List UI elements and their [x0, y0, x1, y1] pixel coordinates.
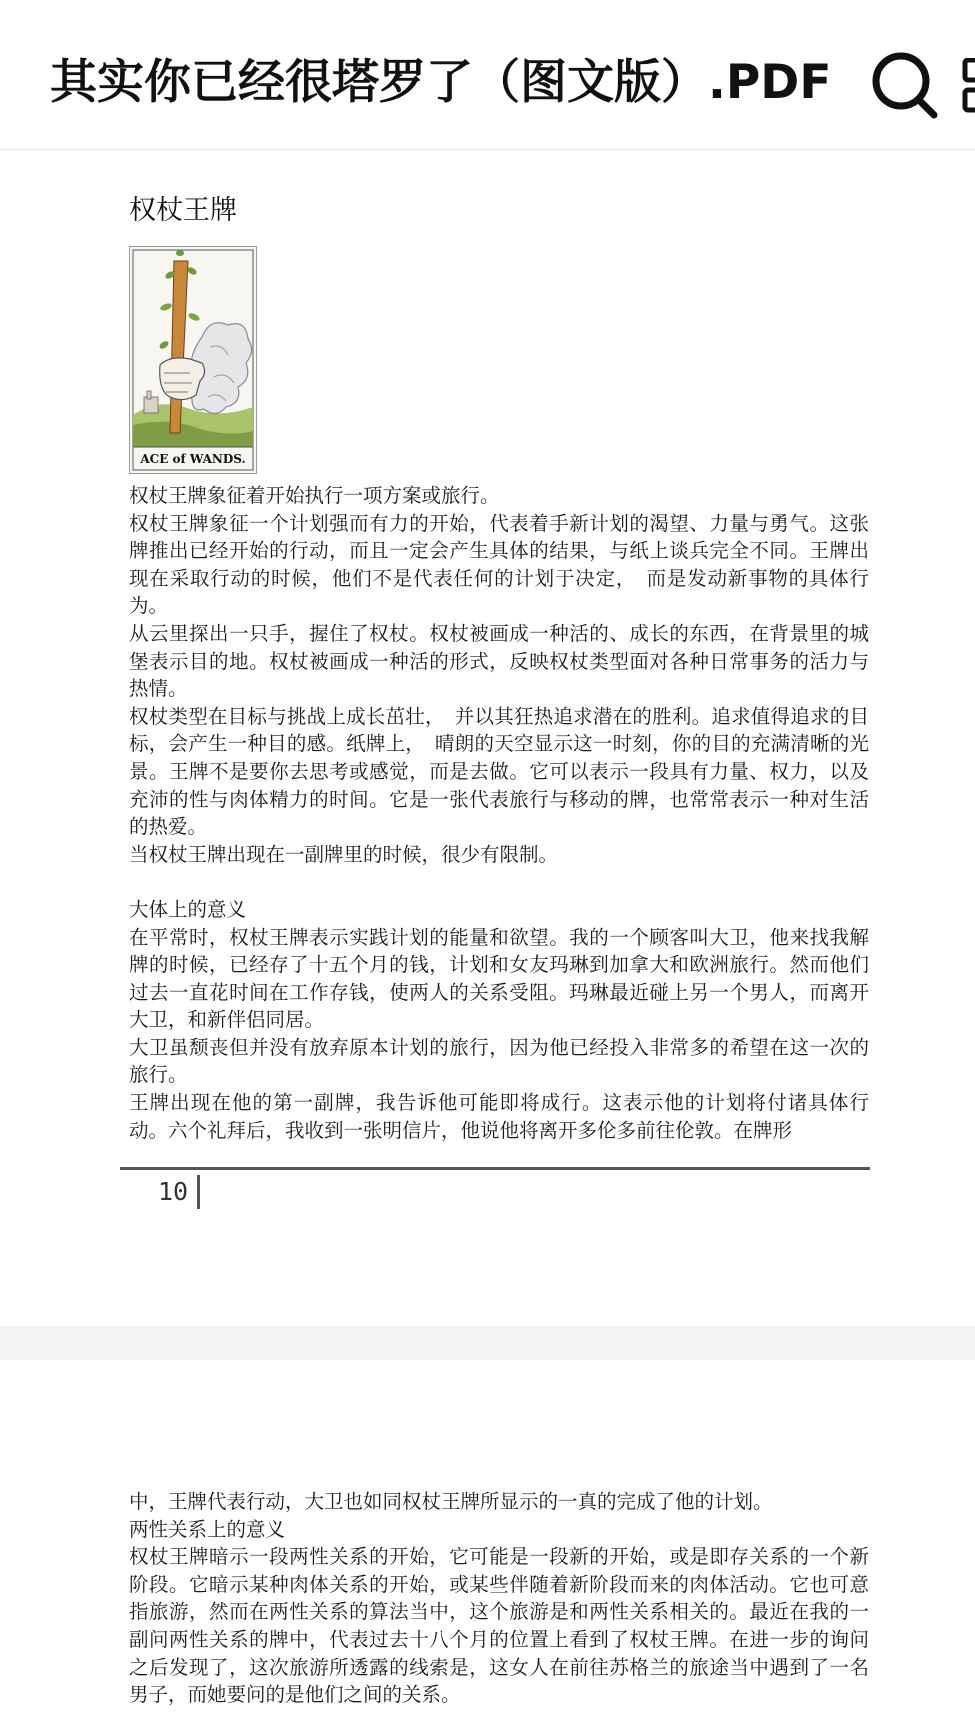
paragraph: 在平常时，权杖王牌表示实践计划的能量和欲望。我的一个顾客叫大卫，他来找我解牌的时候，已经存了十五个月的钱，计划和女友玛琳到加拿大和欧洲旅行。然而他们过去一直花时间在工作存钱，使两人的关系受阻。玛琳最近碰上另一个男人，而离开大卫，和新伴侣同居。: [129, 925, 869, 1032]
ace-of-wands-illustration: [130, 247, 256, 473]
more-icon: [962, 58, 975, 114]
search-button[interactable]: [868, 46, 942, 120]
page-divider: [120, 1167, 870, 1170]
search-icon: [868, 46, 942, 120]
card-caption: ACE of WANDS.: [140, 452, 246, 466]
paragraph: [129, 868, 869, 896]
page-11-body-text: [129, 1488, 869, 1709]
paragraph: 两性关系上的意义: [129, 1517, 286, 1541]
page-gap: [0, 1326, 975, 1360]
paragraph: 大体上的意义: [129, 897, 247, 921]
more-button[interactable]: [962, 58, 975, 114]
paragraph: 权杖类型在目标与挑战上成长茁壮， 并以其狂热追求潜在的胜利。追求值得追求的目标，会产生一种目的感。纸牌上， 晴朗的天空显示这一时刻，你的目的充满清晰的光景。王牌不是要你去思考或感觉，而是去做。它可以表示一段具有力量、权力，以及充沛的性与肉体精力的时间。它是一张代表旅行与移动的牌，也常常表示一种对生活的热爱。: [129, 704, 869, 839]
paragraph: 权杖王牌象征着开始执行一项方案或旅行。: [129, 484, 500, 507]
paragraph: 权杖王牌象征一个计划强而有力的开始，代表着手新计划的渴望、力量与勇气。这张牌推出已经开始的行动，而且一定会产生具体的结果，与纸上谈兵完全不同。王牌出现在采取行动的时候，他们不是代表任何的计划于决定， 而是发动新事物的具体行为。: [129, 511, 869, 618]
paragraph: 中，王牌代表行动，大卫也如同权杖王牌所显示的一真的完成了他的计划。: [129, 1490, 773, 1513]
section-heading: 权杖王牌: [129, 195, 237, 226]
document-title: 其实你已经很塔罗了（图文版）.PDF: [50, 55, 832, 110]
paragraph: 王牌出现在他的第一副牌，我告诉他可能即将成行。这表示他的计划将付诸具体行动。六个礼拜后，我收到一张明信片，他说他将离开多伦多前往伦敦。在牌形: [129, 1091, 869, 1142]
tarot-card-image: [129, 246, 257, 474]
app-header: [0, 0, 975, 150]
text-cursor: [197, 1175, 200, 1209]
page-number: 10: [158, 1177, 189, 1206]
paragraph: 当权杖王牌出现在一副牌里的时候，很少有限制。: [129, 842, 559, 866]
paragraph: 从云里探出一只手，握住了权杖。权杖被画成一种活的、成长的东西，在背景里的城堡表示目的地。权杖被画成一种活的形式，反映权杖类型面对各种日常事务的活力与热情。: [129, 621, 869, 701]
paragraph: 大卫虽颓丧但并没有放弃原本计划的旅行，因为他已经投入非常多的希望在这一次的旅行。: [129, 1035, 869, 1087]
paragraph: 权杖王牌暗示一段两性关系的开始，它可能是一段新的开始，或是即存关系的一个新阶段。它暗示某种肉体关系的开始，或某些伴随着新阶段而来的肉体活动。它也可意指旅游，然而在两性关系的算法当中，这个旅游是和两性关系相关的。最近在我的一副问两性关系的牌中，代表过去十八个月的位置上看到了权杖王牌。在进一步的询问之后发现了，这次旅游所透露的线索是，这女人在前往苏格兰的旅途当中遇到了一名男子，而她要问的是他们之间的关系。: [129, 1545, 869, 1707]
page-10-body-text: [129, 482, 869, 1144]
